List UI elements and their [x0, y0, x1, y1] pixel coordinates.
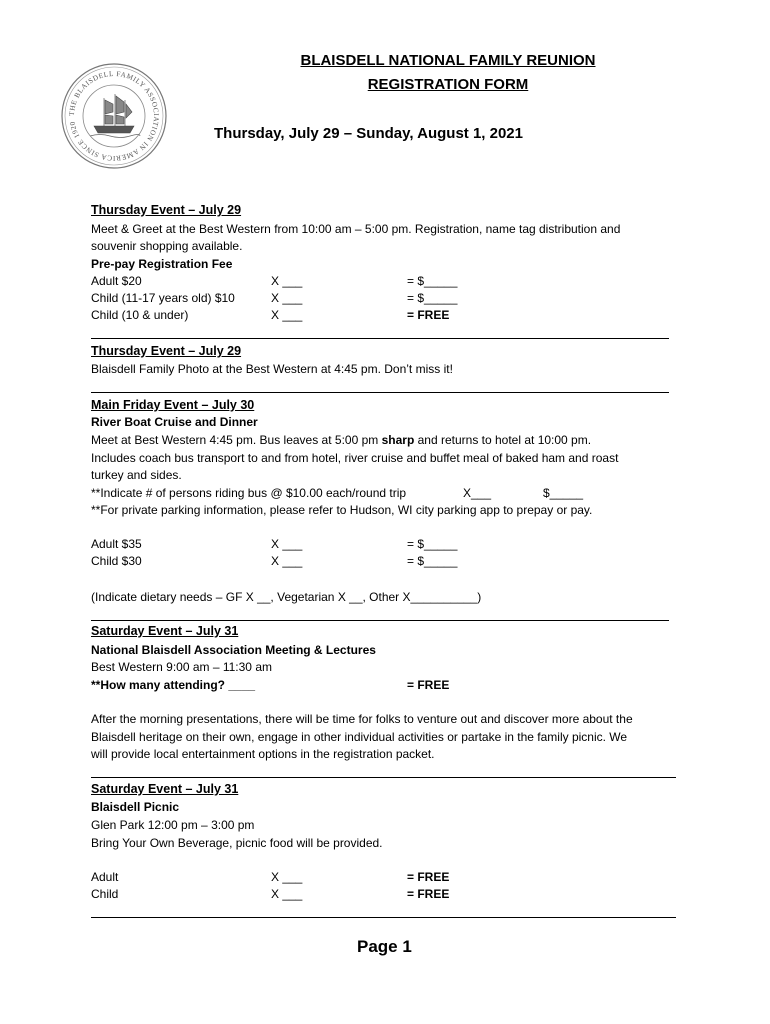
photo-description: Blaisdell Family Photo at the Best Western at 4:45 pm. Don’t miss it! [91, 362, 453, 376]
fee-row-total: = FREE [407, 308, 450, 322]
fee-row-total[interactable]: = $_____ [407, 274, 458, 288]
fee-row-label: Child (10 & under) [91, 308, 189, 322]
svg-text:THE BLAISDELL FAMILY ASSOCIATI: THE BLAISDELL FAMILY ASSOCIATION IN AMERICA SINCE 1920 [67, 69, 161, 163]
fee-row-qty[interactable]: X ___ [271, 291, 303, 305]
fee-row-qty[interactable]: X ___ [271, 870, 303, 884]
section-divider [91, 338, 669, 339]
ship-seal-icon [60, 62, 168, 170]
meeting-paragraph-line: After the morning presentations, there will be time for folks to venture out and discover more about the [91, 712, 633, 726]
fee-row-label: Child $30 [91, 554, 142, 568]
picnic-subtitle: Blaisdell Picnic [91, 800, 180, 814]
fee-row-label: Adult $35 [91, 537, 142, 551]
fee-row-label: Child [91, 887, 119, 901]
section-heading-saturday-meeting: Saturday Event – July 31 [91, 624, 239, 638]
meeting-paragraph-line: Blaisdell heritage on their own, engage in other individual activities or partake in the family picnic. We [91, 730, 628, 744]
meeting-paragraph-line: will provide local entertainment options in the registration packet. [91, 747, 435, 761]
friday-description-line: Meet at Best Western 4:45 pm. Bus leaves at 5:00 pm sharp and returns to hotel at 10:00 pm. [91, 433, 592, 447]
picnic-time: Glen Park 12:00 pm – 3:00 pm [91, 818, 255, 832]
attending-total: = FREE [407, 678, 450, 692]
bus-note: **Indicate # of persons riding bus @ $10.00 each/round trip [91, 486, 407, 500]
fee-row-total[interactable]: = $_____ [407, 291, 458, 305]
fee-row-total: = FREE [407, 870, 450, 884]
thursday-description-line: Meet & Greet at the Best Western from 10:00 am – 5:00 pm. Registration, name tag distribution and [91, 222, 621, 236]
page-number: Page 1 [357, 937, 412, 956]
fee-row-qty[interactable]: X ___ [271, 274, 303, 288]
friday-description-line: Includes coach bus transport to and from hotel, river cruise and buffet meal of baked ham and roast [91, 451, 619, 465]
friday-description-line: turkey and sides. [91, 468, 182, 482]
prepay-fee-title: Pre-pay Registration Fee [91, 257, 233, 271]
fee-row-label: Child (11-17 years old) $10 [91, 291, 235, 305]
event-dates: Thursday, July 29 – Sunday, August 1, 2021 [214, 125, 523, 142]
bus-qty[interactable]: X___ [463, 486, 492, 500]
fee-row-label: Adult $20 [91, 274, 142, 288]
section-divider [91, 917, 676, 918]
section-divider [91, 392, 669, 393]
meeting-time: Best Western 9:00 am – 11:30 am [91, 660, 272, 674]
fee-row-qty[interactable]: X ___ [271, 308, 303, 322]
bus-total[interactable]: $_____ [543, 486, 584, 500]
fee-row-qty[interactable]: X ___ [271, 537, 303, 551]
section-divider [91, 777, 676, 778]
dietary-needs[interactable]: (Indicate dietary needs – GF X __, Vegetarian X __, Other X__________) [91, 590, 482, 604]
section-heading-thursday-photo: Thursday Event – July 29 [91, 344, 242, 358]
fee-row-qty[interactable]: X ___ [271, 554, 303, 568]
form-title: BLAISDELL NATIONAL FAMILY REUNION [300, 52, 596, 69]
fee-row-total: = FREE [407, 887, 450, 901]
fee-row-total[interactable]: = $_____ [407, 537, 458, 551]
section-heading-friday: Main Friday Event – July 30 [91, 398, 255, 412]
fee-row-label: Adult [91, 870, 119, 884]
fee-row-qty[interactable]: X ___ [271, 887, 303, 901]
thursday-description-line: souvenir shopping available. [91, 239, 243, 253]
meeting-subtitle: National Blaisdell Association Meeting & Lectures [91, 643, 376, 657]
section-heading-thursday-meet: Thursday Event – July 29 [91, 203, 242, 217]
picnic-note: Bring Your Own Beverage, picnic food will be provided. [91, 836, 383, 850]
form-subtitle: REGISTRATION FORM [367, 76, 529, 93]
section-divider [91, 620, 669, 621]
friday-subtitle: River Boat Cruise and Dinner [91, 415, 258, 429]
parking-note: **For private parking information, please refer to Hudson, WI city parking app to prepay or pay. [91, 503, 593, 517]
section-heading-saturday-picnic: Saturday Event – July 31 [91, 782, 239, 796]
attending-count[interactable]: **How many attending? ____ [91, 678, 256, 692]
fee-row-total[interactable]: = $_____ [407, 554, 458, 568]
